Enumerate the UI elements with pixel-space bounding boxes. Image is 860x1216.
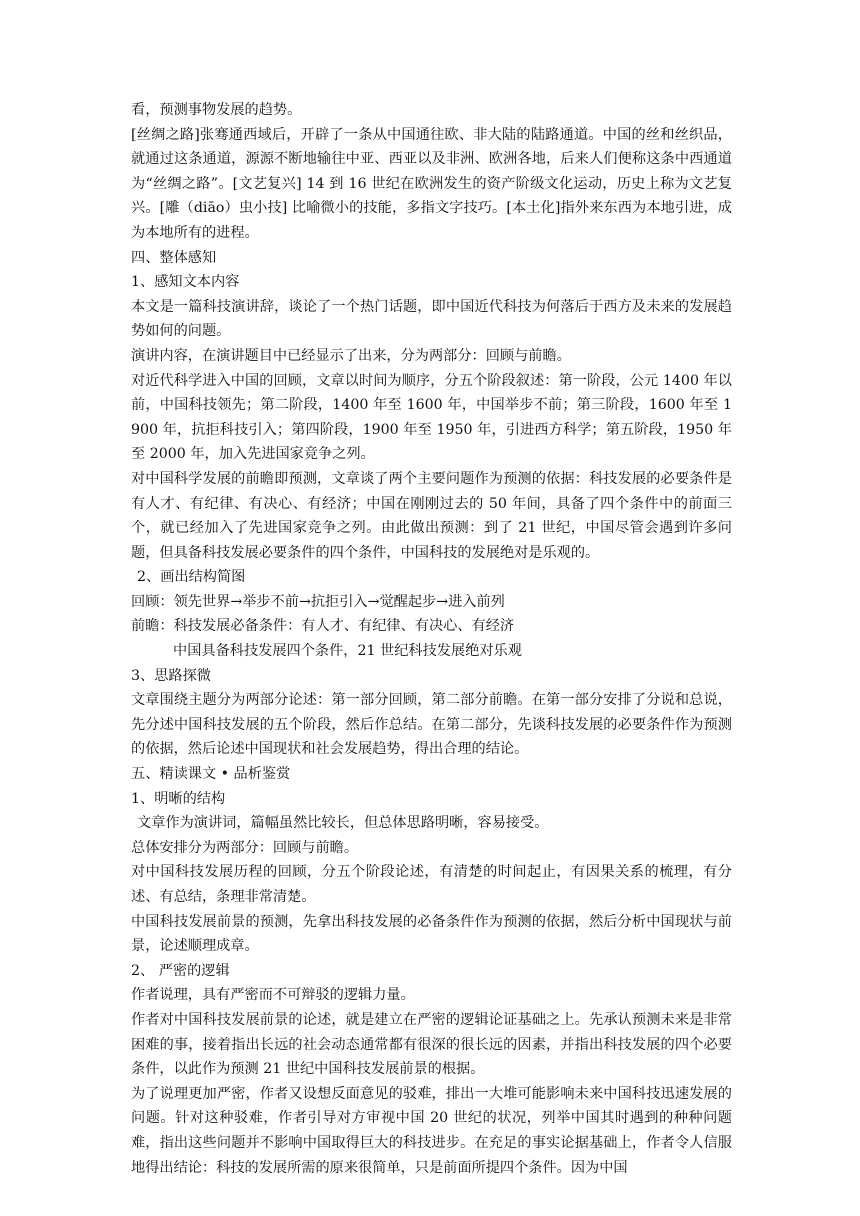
structure-outlook-line: 前瞻：科技发展必备条件：有人才、有纪律、有决心、有经济 (131, 618, 515, 635)
paragraph-speech-content: 演讲内容，在演讲题目中已经显示了出来，分为两部分：回顾与前瞻。 (131, 347, 571, 364)
paragraph-history-review: 对中国科技发展历程的回顾，分五个阶段论述，有清楚的时间起止，有因果关系的梳理，有分述、有总结，条理非常清楚。 (131, 864, 732, 905)
paragraph-counter-argument: 为了说理更加严密，作者又设想反面意见的驳难，排出一大堆可能影响未来中国科技迅速发展的问题。针对这种驳难，作者引导对方审视中国 20 世纪的状况，列举中国其时遇到的种种问题难，指出这些问题并不影响中国取得巨大的科技进步。在充足的事实论据基础上，作者令人信服地得出结论：科技的发展所需的原来很简单，只是前面所提四个条件。因为中国 (131, 1085, 732, 1176)
subheading-thinking: 3、思路探微 (131, 667, 211, 684)
document-page (131, 98, 732, 1180)
paragraph-two-parts: 总体安排分为两部分：回顾与前瞻。 (131, 839, 359, 856)
paragraph-intro-tail: 看，预测事物发展的趋势。 (131, 102, 302, 118)
subheading-text-content: 1、感知文本内容 (131, 274, 240, 291)
paragraph-clear-structure: 文章作为演讲词，篇幅虽然比较长，但总体思路明晰，容易接受。 (137, 815, 549, 832)
paragraph-outlook: 对中国科学发展的前瞻即预测，文章谈了两个主要问题作为预测的依据：科技发展的必要条件是有人才、有纪律、有决心、有经济；中国在刚刚过去的 50 年间，具备了四个条件中的前面三个，就已经加入了先进国家竞争之列。由此做出预测：到了 21 世纪，中国尽管会遇到许多问题，但具备科技发展必要条件的四个条件，中国科技的发展绝对是乐观的。 (131, 470, 732, 561)
subheading-rigorous-logic: 2、 严密的逻辑 (131, 962, 230, 979)
paragraph-thinking: 文章围绕主题分为两部分论述：第一部分回顾，第二部分前瞻。在第一部分安排了分说和总说，先分述中国科技发展的五个阶段，然后作总结。在第二部分，先谈科技发展的必要条件作为预测的依据，然后论述中国现状和社会发展趋势，得出合理的结论。 (131, 692, 732, 758)
paragraph-logic-power: 作者说理，具有严密而不可辩驳的逻辑力量。 (131, 987, 415, 1004)
structure-outlook-conclusion: 中国具备科技发展四个条件，21 世纪科技发展绝对乐观 (173, 643, 522, 660)
paragraph-review: 对近代科学进入中国的回顾，文章以时间为顺序，分五个阶段叙述：第一阶段，公元 1400 年以前，中国科技领先；第二阶段，1400 年至 1600 年，中国举步不前；第三阶段，1600 年至 1900 年，抗拒科技引入；第四阶段，1900 年至 1950 年，引进西方科学；第五阶段，1950 年至 2000 年，加入先进国家竞争之列。 (131, 372, 732, 463)
structure-review-line: 回顾：领先世界→举步不前→抗拒引入→觉醒起步→进入前列 (131, 593, 505, 610)
section-heading-overall: 四、整体感知 (131, 249, 217, 266)
paragraph-summary: 本文是一篇科技演讲辞，谈论了一个热门话题，即中国近代科技为何落后于西方及未来的发展趋势如何的问题。 (131, 298, 732, 340)
paragraph-logic-argument: 作者对中国科技发展前景的论述，就是建立在严密的逻辑论证基础之上。先承认预测未来是非常困难的事，接着指出长远的社会动态通常都有很深的很长远的因素，并指出科技发展的四个必要条件，以此作为预测 21 世纪中国科技发展前景的根据。 (131, 1011, 732, 1078)
subheading-structure: 2、画出结构简图 (137, 569, 246, 586)
paragraph-future-prediction: 中国科技发展前景的预测，先拿出科技发展的必备条件作为预测的依据，然后分析中国现状与前景，论述顺理成章。 (131, 913, 732, 955)
section-heading-close-reading: 五、精读课文 • 品析鉴赏 (131, 766, 291, 783)
paragraph-glossary: [丝绸之路]张骞通西域后，开辟了一条从中国通往欧、非大陆的陆路通道。中国的丝和丝织品，就通过这条通道，源源不断地输往中亚、西亚以及非洲、欧洲各地，后来人们便称这条中西通道为“丝绸之路”。[文艺复兴] 14 到 16 世纪在欧洲发生的资产阶级文化运动，历史上称为文艺复兴。[雕（diāo）虫小技] 比喻微小的技能，多指文字技巧。[本土化]指外来东西为本地引进，成为本地所有的进程。 (131, 126, 732, 241)
subheading-clear-structure: 1、明晰的结构 (131, 790, 226, 807)
